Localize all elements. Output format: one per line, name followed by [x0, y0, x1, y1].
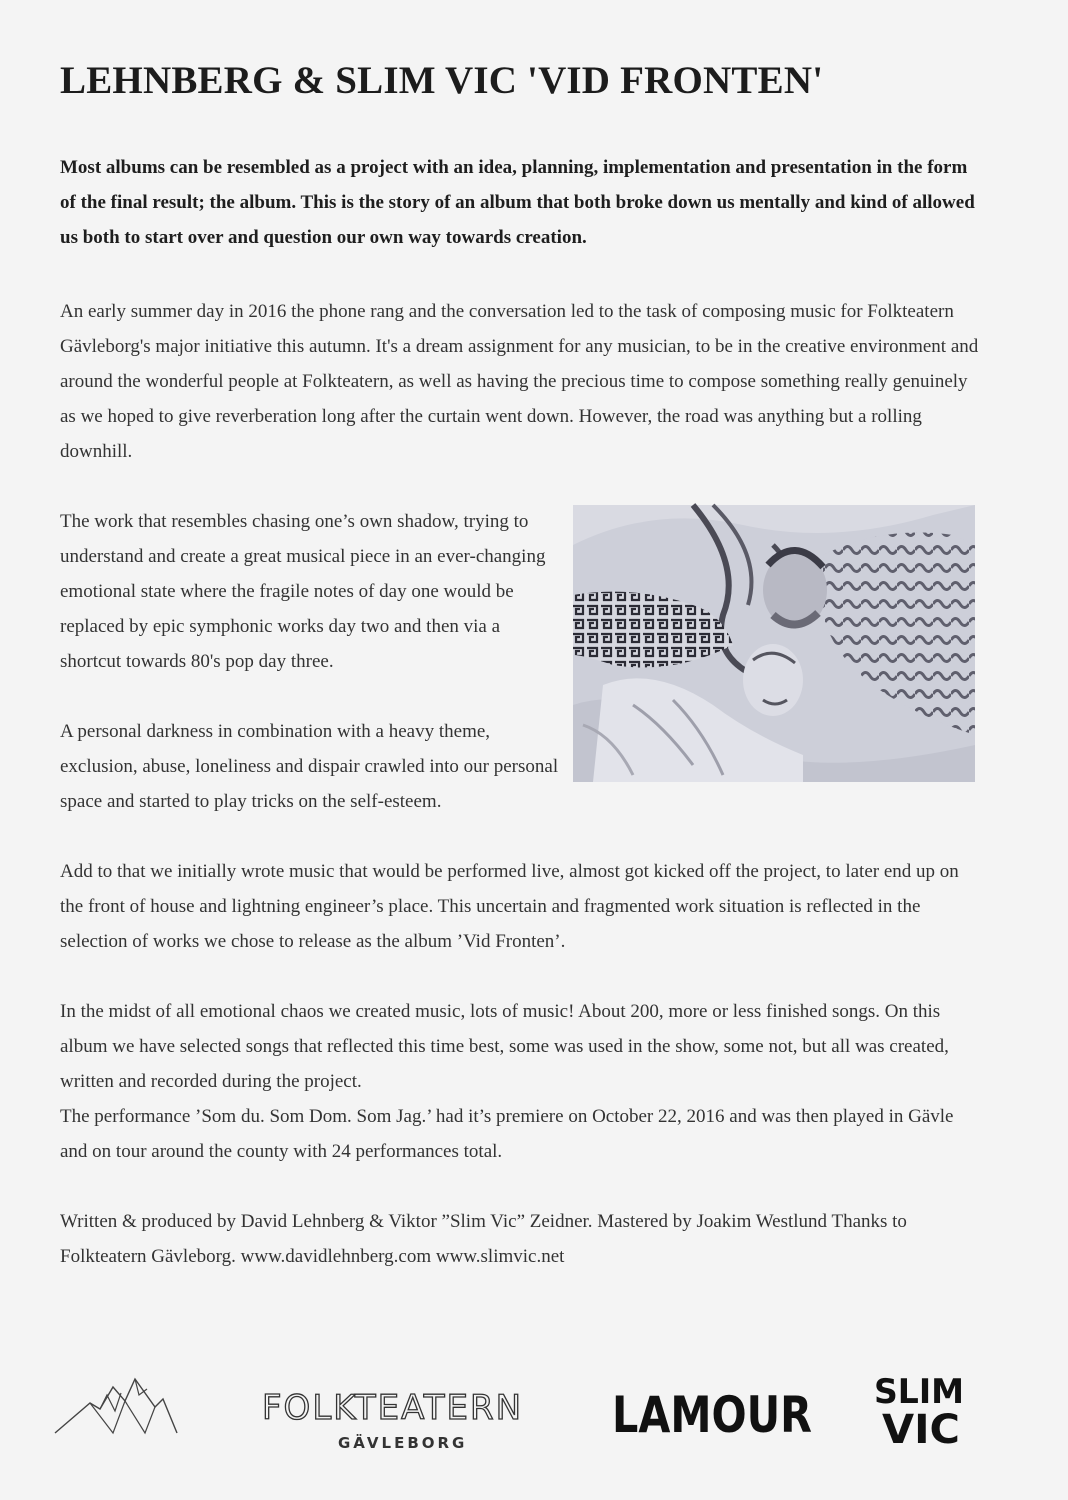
artist-photo	[573, 505, 975, 782]
lamour-logo-text: LAMOUR	[612, 1386, 812, 1444]
page-title: LEHNBERG & SLIM VIC 'VID FRONTEN'	[60, 59, 824, 102]
folkteatern-logo-text: FOLKTEATERN	[262, 1388, 524, 1428]
gavleborg-logo-text: GÄVLEBORG	[338, 1434, 468, 1452]
slimvic-logo-top: SLIM	[874, 1372, 964, 1412]
credits-paragraph: Written & produced by David Lehnberg & Viktor ”Slim Vic” Zeidner. Mastered by Joakim Westlund Thanks to Folkteatern Gävleborg. www.davidlehnberg.com www.slimvic.net	[60, 1211, 907, 1267]
paragraph-1: An early summer day in 2016 the phone rang and the conversation led to the task of composing music for Folkteatern Gävleborg's major initiative this autumn. It's a dream assignment for any musician, to be in the creative environment and around the wonderful people at Folkteatern, as well as having the precious time to compose something really genuinely as we hoped to give reverberation long after the curtain went down. However, the road was anything but a rolling downhill.	[60, 301, 979, 462]
paragraph-2: The work that resembles chasing one’s own shadow, trying to understand and create a great musical piece in an ever-changing emotional state where the fragile notes of day one would be replaced by epic symphonic works day two and then via a shortcut towards 80's pop day three.	[60, 511, 546, 672]
lead-paragraph: Most albums can be resembled as a project with an idea, planning, implementation and presentation in the form of the final result; the album. This is the story of an album that both broke down us mentally and kind of allowed us both to start over and question our own way towards creation.	[60, 157, 975, 248]
lamour-logo	[612, 1380, 817, 1450]
paragraph-4: Add to that we initially wrote music that would be performed live, almost got kicked off the project, to later end up on the front of house and lightning engineer’s place. This uncertain and fragmented work situation is reflected in the selection of works we chose to release as the album ’Vid Fronten’.	[60, 861, 959, 952]
slimvic-logo	[870, 1365, 970, 1455]
slimvic-logo-bottom: VIC	[882, 1407, 960, 1453]
mountain-logo-icon	[55, 1365, 180, 1435]
paragraph-6: The performance ’Som du. Som Dom. Som Jag.’ had it’s premiere on October 22, 2016 and was then played in Gävle and on tour around the county with 24 performances total.	[60, 1106, 954, 1162]
paragraph-5: In the midst of all emotional chaos we created music, lots of music! About 200, more or less finished songs. On this album we have selected songs that reflected this time best, some was used in the show, some not, but all was created, written and recorded during the project.	[60, 1001, 949, 1092]
paragraph-3: A personal darkness in combination with a heavy theme, exclusion, abuse, loneliness and dispair crawled into our personal space and started to play tricks on the self-esteem.	[60, 721, 559, 812]
sponsor-logos	[0, 1350, 1068, 1470]
